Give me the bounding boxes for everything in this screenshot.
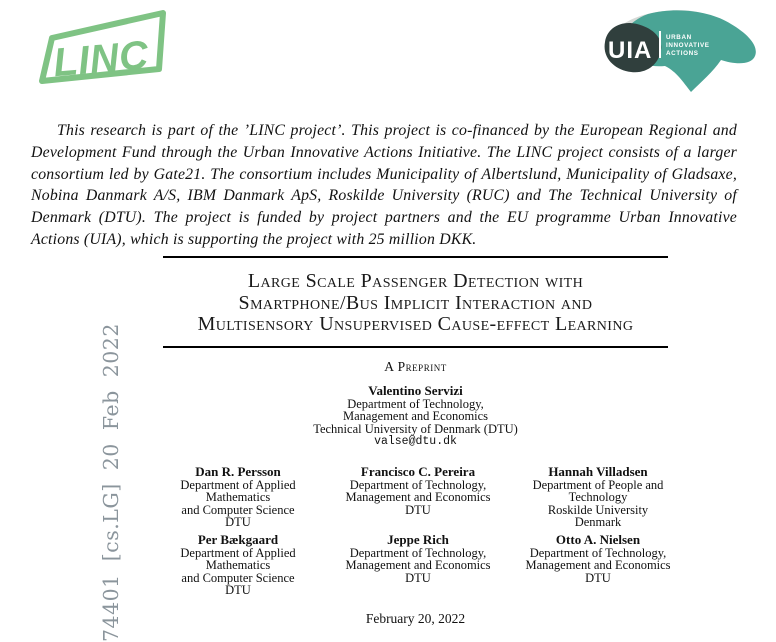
author-block [330,533,506,597]
title-line: Multisensory Unsupervised Cause-effect Learning [197,313,634,336]
author-block [150,533,326,597]
uia-tagline-line: URBAN [666,34,692,41]
arxiv-stamp: 74401 [cs.LG] 20 Feb 2022 [99,323,123,642]
author-block [330,465,506,529]
affiliation-line: Department of Technology, [349,546,487,560]
author-name: Francisco C. Pereira [360,464,476,479]
affiliation-line: Department of Applied Mathematics [180,546,296,573]
title-rule-bottom [163,346,668,348]
affiliation-line: and Computer Science [181,502,295,517]
author-name: Hannah Villadsen [548,464,648,479]
uia-tagline-line: ACTIONS [666,50,699,57]
affiliation-line: Management and Economics [345,490,491,505]
author-block [510,533,686,597]
affiliation-line: Department of People and Technology [532,478,664,505]
author-name: Otto A. Nielsen [555,532,641,547]
affiliation-line: Department of Technology, [347,397,484,411]
affiliation-line: DTU [225,515,251,530]
affiliation-line: Department of Technology, [349,478,487,492]
linc-logo [33,6,171,94]
author-block [150,465,326,529]
affiliation-line: and Computer Science [181,570,295,585]
funding-paragraph: This research is part of the ’LINC project’. This project is co-financed by the European Regional and Development Fund through the Urban Innovative Actions Initiative. The LINC project consists of a larger consortium led by Gate21. The consortium includes Municipality of Albertslund, Municipality of Gladsaxe, Nobina Danmark A/S, IBM Danmark ApS, Roskilde University (RUC) and The Technical University of Denmark (DTU). The project is funded by project partners and the EU programme Urban Innovative Actions (UIA), which is supporting the project with 25 million DKK. [31,122,737,248]
paper-date: February 20, 2022 [365,611,466,626]
uia-logo [593,4,765,96]
affiliation-line: DTU [225,583,251,598]
lead-author-block [163,384,668,448]
affiliation-line: Management and Economics [525,558,671,573]
affiliation-line: Management and Economics [342,409,489,424]
affiliation-line: DTU [405,502,431,517]
affiliation-line: Denmark [574,515,622,530]
affiliation-line: Roskilde University [547,502,649,517]
affiliation-line: Department of Technology, [529,546,667,560]
linc-logo-text: LINC [51,33,151,86]
authors-row-2 [150,465,686,529]
author-name: Per Bækgaard [197,532,279,547]
uia-tagline-line: INNOVATIVE [666,42,710,49]
title-line: Large Scale Passenger Detection with [247,270,584,292]
uia-divider [659,31,661,58]
author-name: Dan R. Persson [195,464,281,479]
author-name: Valentino Servizi [368,383,463,398]
affiliation-line: DTU [405,570,431,585]
authors-row-3 [150,533,686,597]
affiliation-line: Management and Economics [345,558,491,573]
affiliation-line: Department of Applied Mathematics [180,478,296,505]
uia-acronym: UIA [608,37,653,64]
paper-title [133,271,698,336]
title-rule-top [163,256,668,258]
title-line: Smartphone/Bus Implicit Interaction and [238,291,593,314]
author-email: valse@dtu.dk [374,435,457,449]
affiliation-line: DTU [585,570,611,585]
affiliation-line: Technical University of Denmark (DTU) [313,421,518,436]
author-block [510,465,686,529]
author-name: Jeppe Rich [387,532,449,547]
preprint-label: A Preprint [384,359,447,374]
